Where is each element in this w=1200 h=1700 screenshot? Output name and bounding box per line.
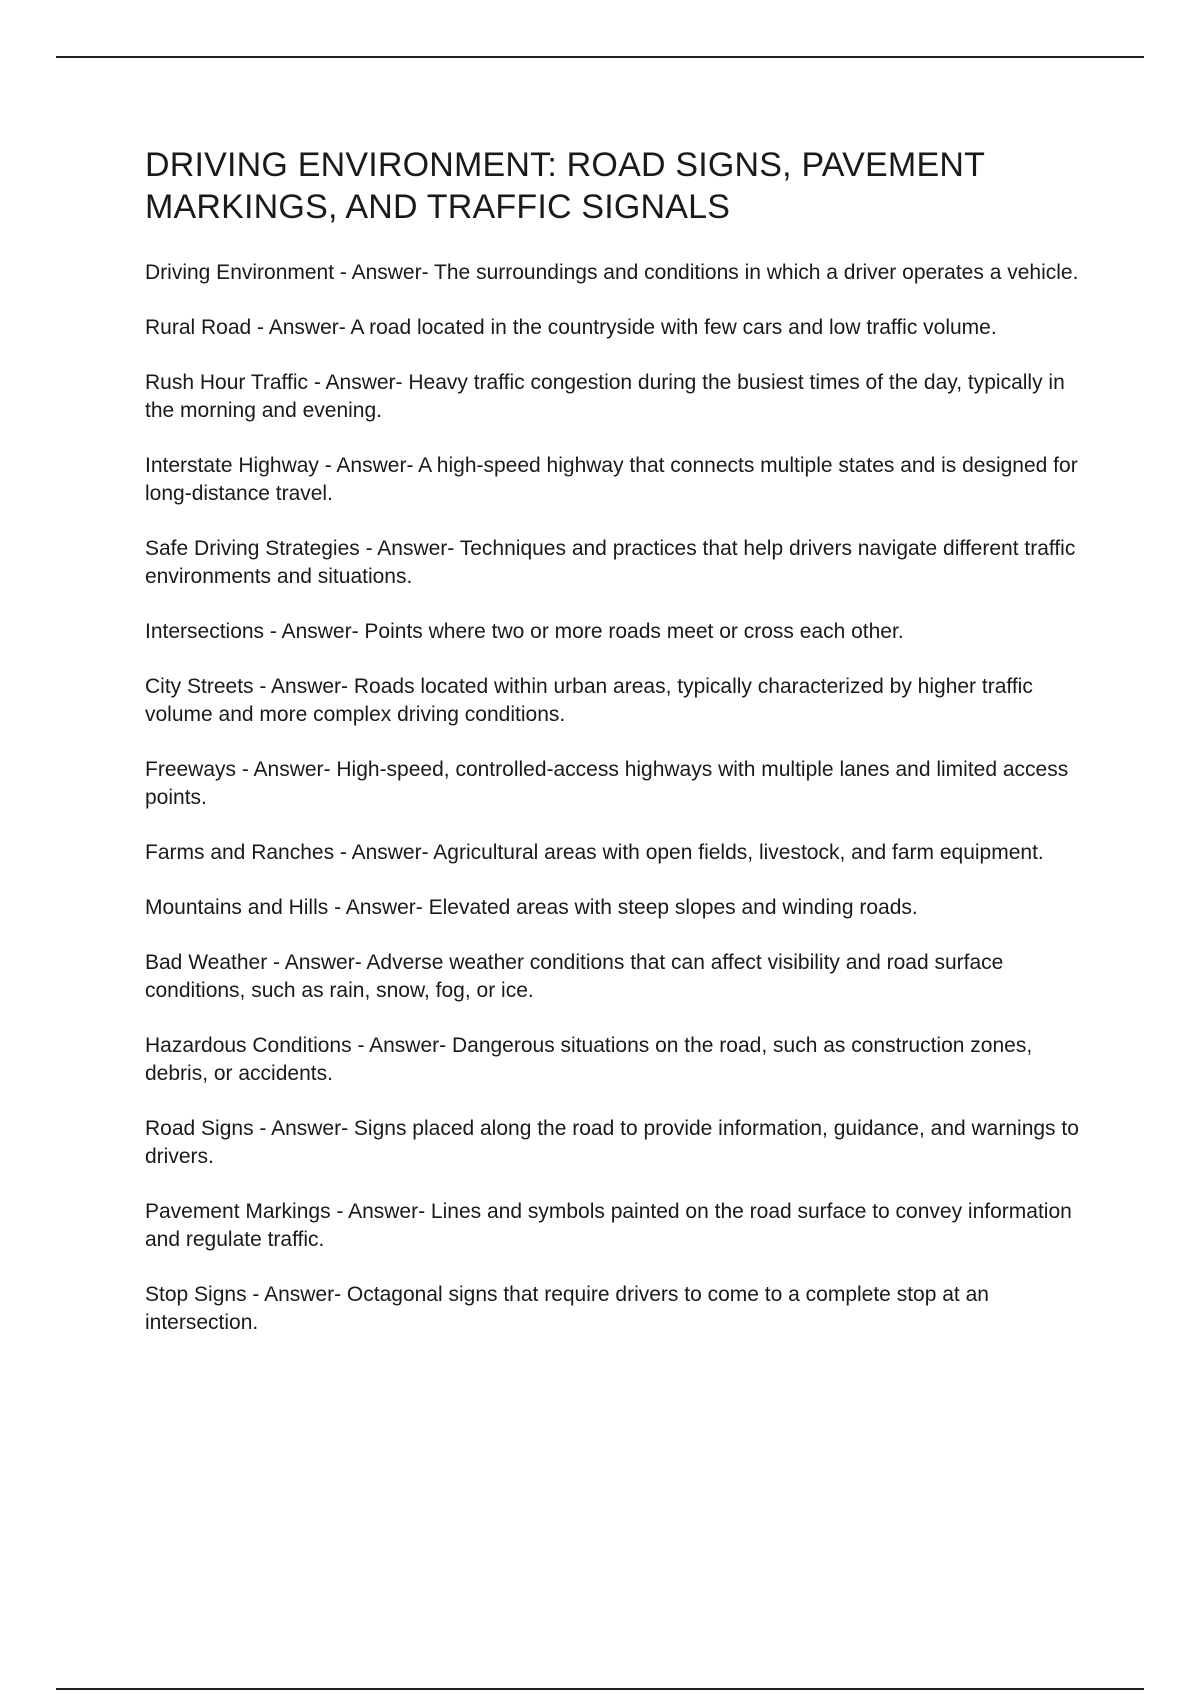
entry-farms-and-ranches: Farms and Ranches - Answer- Agricultural areas with open fields, livestock, and farm equipment. — [145, 841, 1044, 864]
document-body — [145, 144, 1093, 1364]
entry-hazardous-conditions: Hazardous Conditions - Answer- Dangerous situations on the road, such as construction zones, debris, or accidents. — [145, 1034, 1033, 1085]
entry-freeways: Freeways - Answer- High-speed, controlled-access highways with multiple lanes and limited access points. — [145, 758, 1069, 809]
header-divider — [56, 56, 1144, 58]
entry-bad-weather: Bad Weather - Answer- Adverse weather conditions that can affect visibility and road surface conditions, such as rain, snow, fog, or ice. — [145, 951, 1004, 1002]
entry-road-signs: Road Signs - Answer- Signs placed along the road to provide information, guidance, and warnings to drivers. — [145, 1117, 1079, 1168]
entry-interstate-highway: Interstate Highway - Answer- A high-speed highway that connects multiple states and is designed for long-distance travel. — [145, 454, 1078, 505]
entry-stop-signs: Stop Signs - Answer- Octagonal signs that require drivers to come to a complete stop at an intersection. — [145, 1283, 989, 1334]
entry-rural-road: Rural Road - Answer- A road located in the countryside with few cars and low traffic volume. — [145, 316, 997, 339]
entry-driving-environment: Driving Environment - Answer- The surroundings and conditions in which a driver operates a vehicle. — [145, 261, 1079, 284]
entry-pavement-markings: Pavement Markings - Answer- Lines and symbols painted on the road surface to convey information and regulate traffic. — [145, 1200, 1072, 1251]
entry-city-streets: City Streets - Answer- Roads located within urban areas, typically characterized by higher traffic volume and more complex driving conditions. — [145, 675, 1033, 726]
entry-safe-driving-strategies: Safe Driving Strategies - Answer- Techniques and practices that help drivers navigate different traffic environments and situations. — [145, 537, 1076, 588]
document-title: DRIVING ENVIRONMENT: ROAD SIGNS, PAVEMENT MARKINGS, AND TRAFFIC SIGNALS — [145, 146, 985, 226]
entry-mountains-and-hills: Mountains and Hills - Answer- Elevated areas with steep slopes and winding roads. — [145, 896, 918, 919]
footer-divider — [56, 1688, 1144, 1690]
entry-intersections: Intersections - Answer- Points where two or more roads meet or cross each other. — [145, 620, 904, 643]
entry-rush-hour-traffic: Rush Hour Traffic - Answer- Heavy traffic congestion during the busiest times of the day, typically in the morning and evening. — [145, 371, 1065, 422]
